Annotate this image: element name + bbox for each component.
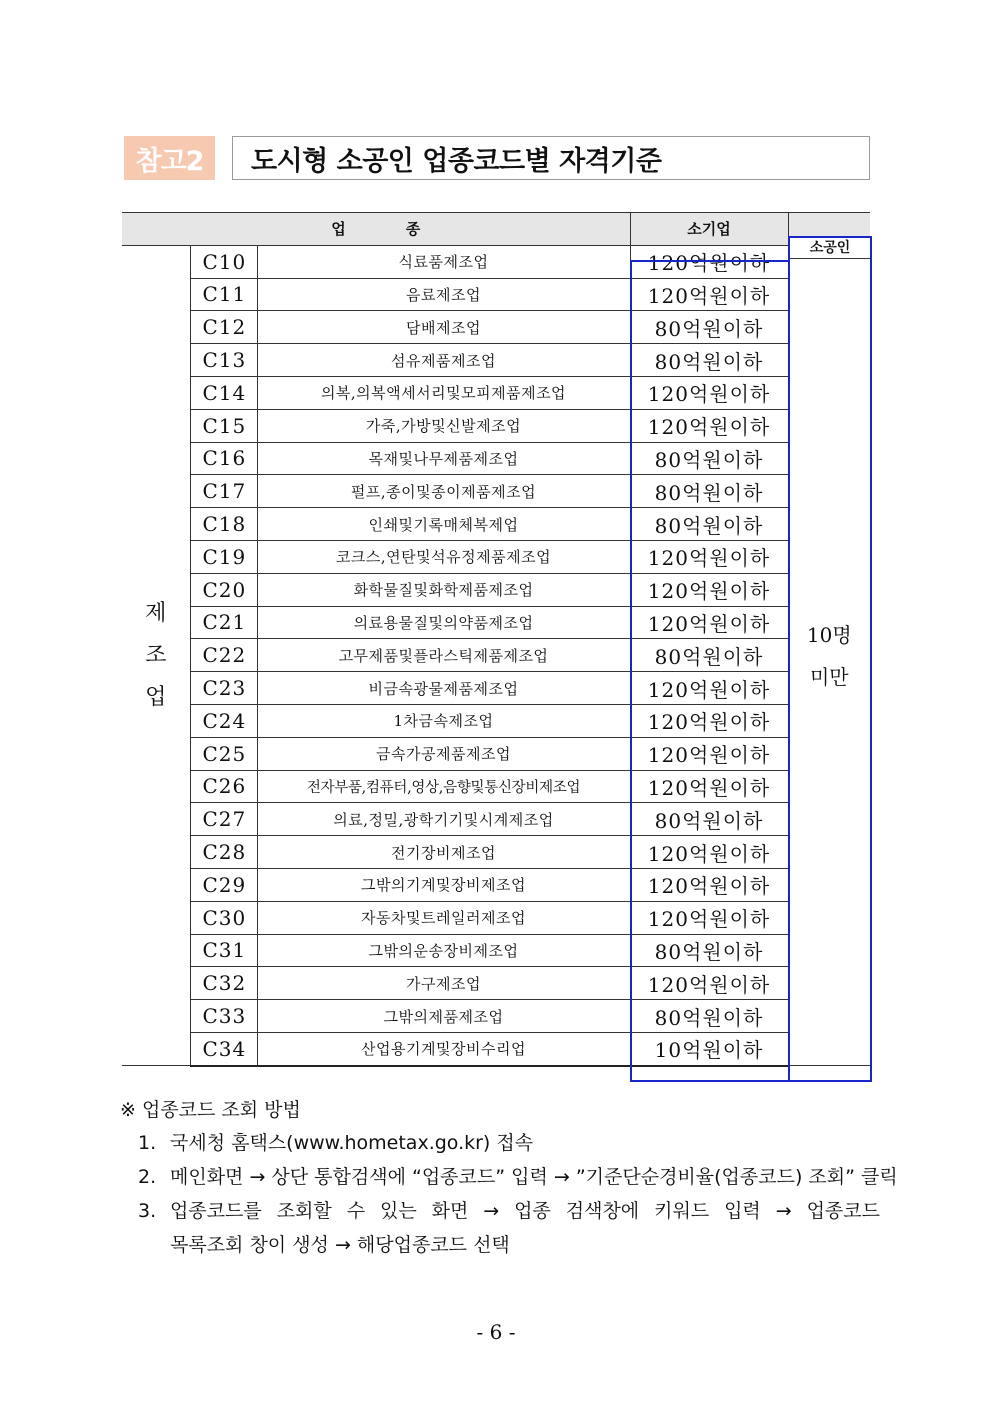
industry-name: 인쇄및기록매체복제업 xyxy=(257,508,630,541)
industry-code: C20 xyxy=(190,573,257,606)
table-row xyxy=(122,1000,870,1033)
note-item xyxy=(120,1126,880,1160)
revenue-criterion: 120억원이하 xyxy=(630,278,788,311)
table-row xyxy=(122,278,870,311)
reference-badge: 참고2 xyxy=(124,136,215,180)
industry-name: 섬유제품제조업 xyxy=(257,344,630,377)
industry-code: C31 xyxy=(190,934,257,967)
table-row xyxy=(122,540,870,573)
industry-name: 1차금속제조업 xyxy=(257,704,630,737)
table-row xyxy=(122,901,870,934)
revenue-criterion: 120억원이하 xyxy=(630,376,788,409)
industry-name: 음료제조업 xyxy=(257,278,630,311)
industry-name: 금속가공제품제조업 xyxy=(257,737,630,770)
table-row xyxy=(122,967,870,1000)
revenue-criterion: 80억원이하 xyxy=(630,639,788,672)
industry-code: C14 xyxy=(190,376,257,409)
industry-name: 식료품제조업 xyxy=(257,245,630,278)
table-row xyxy=(122,409,870,442)
category-cell xyxy=(122,245,190,1065)
revenue-criterion: 80억원이하 xyxy=(630,508,788,541)
note-text: 업종코드를 조회할 수 있는 화면 → 업종 검색창에 키워드 입력 → 업종코드 xyxy=(170,1200,880,1222)
industry-name: 그밖의기계및장비제조업 xyxy=(257,868,630,901)
industry-name: 펄프,종이및종이제품제조업 xyxy=(257,475,630,508)
note-item xyxy=(120,1160,898,1194)
criteria-table xyxy=(122,212,870,1067)
industry-name: 자동차및트레일러제조업 xyxy=(257,901,630,934)
revenue-criterion: 120억원이하 xyxy=(630,901,788,934)
industry-code: C30 xyxy=(190,901,257,934)
title-box xyxy=(232,136,870,180)
industry-code: C18 xyxy=(190,508,257,541)
note-text: 국세청 홈택스(www.hometax.go.kr) 접속 xyxy=(170,1132,534,1154)
revenue-criterion: 80억원이하 xyxy=(630,442,788,475)
revenue-criterion: 120억원이하 xyxy=(630,967,788,1000)
employee-criterion xyxy=(788,245,870,1065)
employee-count: 10명 xyxy=(806,622,852,647)
industry-code: C24 xyxy=(190,704,257,737)
revenue-criterion: 120억원이하 xyxy=(630,868,788,901)
category-char: 조 xyxy=(145,642,167,668)
industry-code: C10 xyxy=(190,245,257,278)
table-row xyxy=(122,475,870,508)
industry-code: C34 xyxy=(190,1032,257,1065)
revenue-criterion: 120억원이하 xyxy=(630,606,788,639)
industry-name: 담배제조업 xyxy=(257,311,630,344)
industry-code: C32 xyxy=(190,967,257,1000)
industry-code: C28 xyxy=(190,836,257,869)
table-row xyxy=(122,245,870,278)
header-small-merchant: 소공인 xyxy=(790,238,870,259)
table-row xyxy=(122,311,870,344)
revenue-criterion: 80억원이하 xyxy=(630,344,788,377)
industry-name: 비금속광물제품제조업 xyxy=(257,672,630,705)
industry-name: 산업용기계및장비수리업 xyxy=(257,1032,630,1065)
table-body xyxy=(122,245,870,1065)
industry-name: 의복,의복액세서리및모피제품제조업 xyxy=(257,376,630,409)
industry-name: 그밖의운송장비제조업 xyxy=(257,934,630,967)
table-row xyxy=(122,606,870,639)
industry-name: 가죽,가방및신발제조업 xyxy=(257,409,630,442)
table-row xyxy=(122,934,870,967)
industry-code: C19 xyxy=(190,540,257,573)
revenue-criterion: 120억원이하 xyxy=(630,672,788,705)
industry-code: C22 xyxy=(190,639,257,672)
revenue-criterion: 120억원이하 xyxy=(630,770,788,803)
note-number: 2. xyxy=(138,1166,157,1188)
table-row xyxy=(122,704,870,737)
header-industry-char-2: 종 xyxy=(405,220,421,239)
industry-code: C12 xyxy=(190,311,257,344)
industry-name: 가구제조업 xyxy=(257,967,630,1000)
table-row xyxy=(122,836,870,869)
industry-code: C26 xyxy=(190,770,257,803)
industry-code: C17 xyxy=(190,475,257,508)
industry-name: 목재및나무제품제조업 xyxy=(257,442,630,475)
revenue-criterion: 120억원이하 xyxy=(630,836,788,869)
category-char: 제 xyxy=(145,600,167,626)
table-row xyxy=(122,573,870,606)
header-industry xyxy=(122,213,630,246)
note-item-continued xyxy=(120,1228,880,1262)
table-row xyxy=(122,672,870,705)
revenue-criterion: 120억원이하 xyxy=(630,573,788,606)
revenue-criterion: 80억원이하 xyxy=(630,803,788,836)
criteria-table-area xyxy=(122,212,872,1067)
revenue-criterion: 120억원이하 xyxy=(630,245,788,278)
industry-name: 화학물질및화학제품제조업 xyxy=(257,573,630,606)
notes-heading: ※ 업종코드 조회 방법 xyxy=(120,1099,301,1121)
note-number: 1. xyxy=(138,1132,157,1154)
table-row xyxy=(122,868,870,901)
header-small-business: 소기업 xyxy=(630,213,788,246)
revenue-criterion: 10억원이하 xyxy=(630,1032,788,1065)
note-item xyxy=(120,1194,880,1228)
note-text: 메인화면 → 상단 통합검색에 “업종코드” 입력 → ”기준단순경비율(업종코드) 조회” 클릭 xyxy=(170,1166,898,1188)
table-row xyxy=(122,1032,870,1065)
industry-code: C29 xyxy=(190,868,257,901)
table-row xyxy=(122,737,870,770)
industry-code: C27 xyxy=(190,803,257,836)
industry-code: C21 xyxy=(190,606,257,639)
employee-qualifier: 미만 xyxy=(809,664,849,689)
industry-code: C16 xyxy=(190,442,257,475)
industry-name: 전기장비제조업 xyxy=(257,836,630,869)
table-row xyxy=(122,770,870,803)
industry-name: 전자부품,컴퓨터,영상,음향및통신장비제조업 xyxy=(257,770,630,803)
industry-name: 고무제품및플라스틱제품제조업 xyxy=(257,639,630,672)
lookup-notes xyxy=(120,1094,898,1262)
table-row xyxy=(122,639,870,672)
note-text: 목록조회 창이 생성 → 해당업종코드 선택 xyxy=(170,1234,510,1256)
industry-code: C11 xyxy=(190,278,257,311)
revenue-criterion: 80억원이하 xyxy=(630,934,788,967)
industry-name: 의료용물질및의약품제조업 xyxy=(257,606,630,639)
industry-code: C13 xyxy=(190,344,257,377)
table-row xyxy=(122,442,870,475)
table-row xyxy=(122,344,870,377)
table-row xyxy=(122,376,870,409)
industry-code: C33 xyxy=(190,1000,257,1033)
industry-name: 코크스,연탄및석유정제품제조업 xyxy=(257,540,630,573)
industry-name: 의료,정밀,광학기기및시계제조업 xyxy=(257,803,630,836)
revenue-criterion: 80억원이하 xyxy=(630,475,788,508)
industry-code: C25 xyxy=(190,737,257,770)
industry-code: C15 xyxy=(190,409,257,442)
table-row xyxy=(122,508,870,541)
industry-name: 그밖의제품제조업 xyxy=(257,1000,630,1033)
page-title: 도시형 소공인 업종코드별 자격기준 xyxy=(251,145,662,177)
revenue-criterion: 120억원이하 xyxy=(630,704,788,737)
revenue-criterion: 120억원이하 xyxy=(630,737,788,770)
note-number: 3. xyxy=(138,1200,157,1222)
industry-code: C23 xyxy=(190,672,257,705)
revenue-criterion: 80억원이하 xyxy=(630,1000,788,1033)
revenue-criterion: 120억원이하 xyxy=(630,409,788,442)
revenue-criterion: 80억원이하 xyxy=(630,311,788,344)
header-industry-char-1: 업 xyxy=(331,220,346,239)
table-row xyxy=(122,803,870,836)
revenue-criterion: 120억원이하 xyxy=(630,540,788,573)
page-number: - 6 - xyxy=(476,1320,516,1344)
category-char: 업 xyxy=(145,684,167,710)
table-header-row xyxy=(122,213,870,246)
section-header xyxy=(124,136,870,180)
